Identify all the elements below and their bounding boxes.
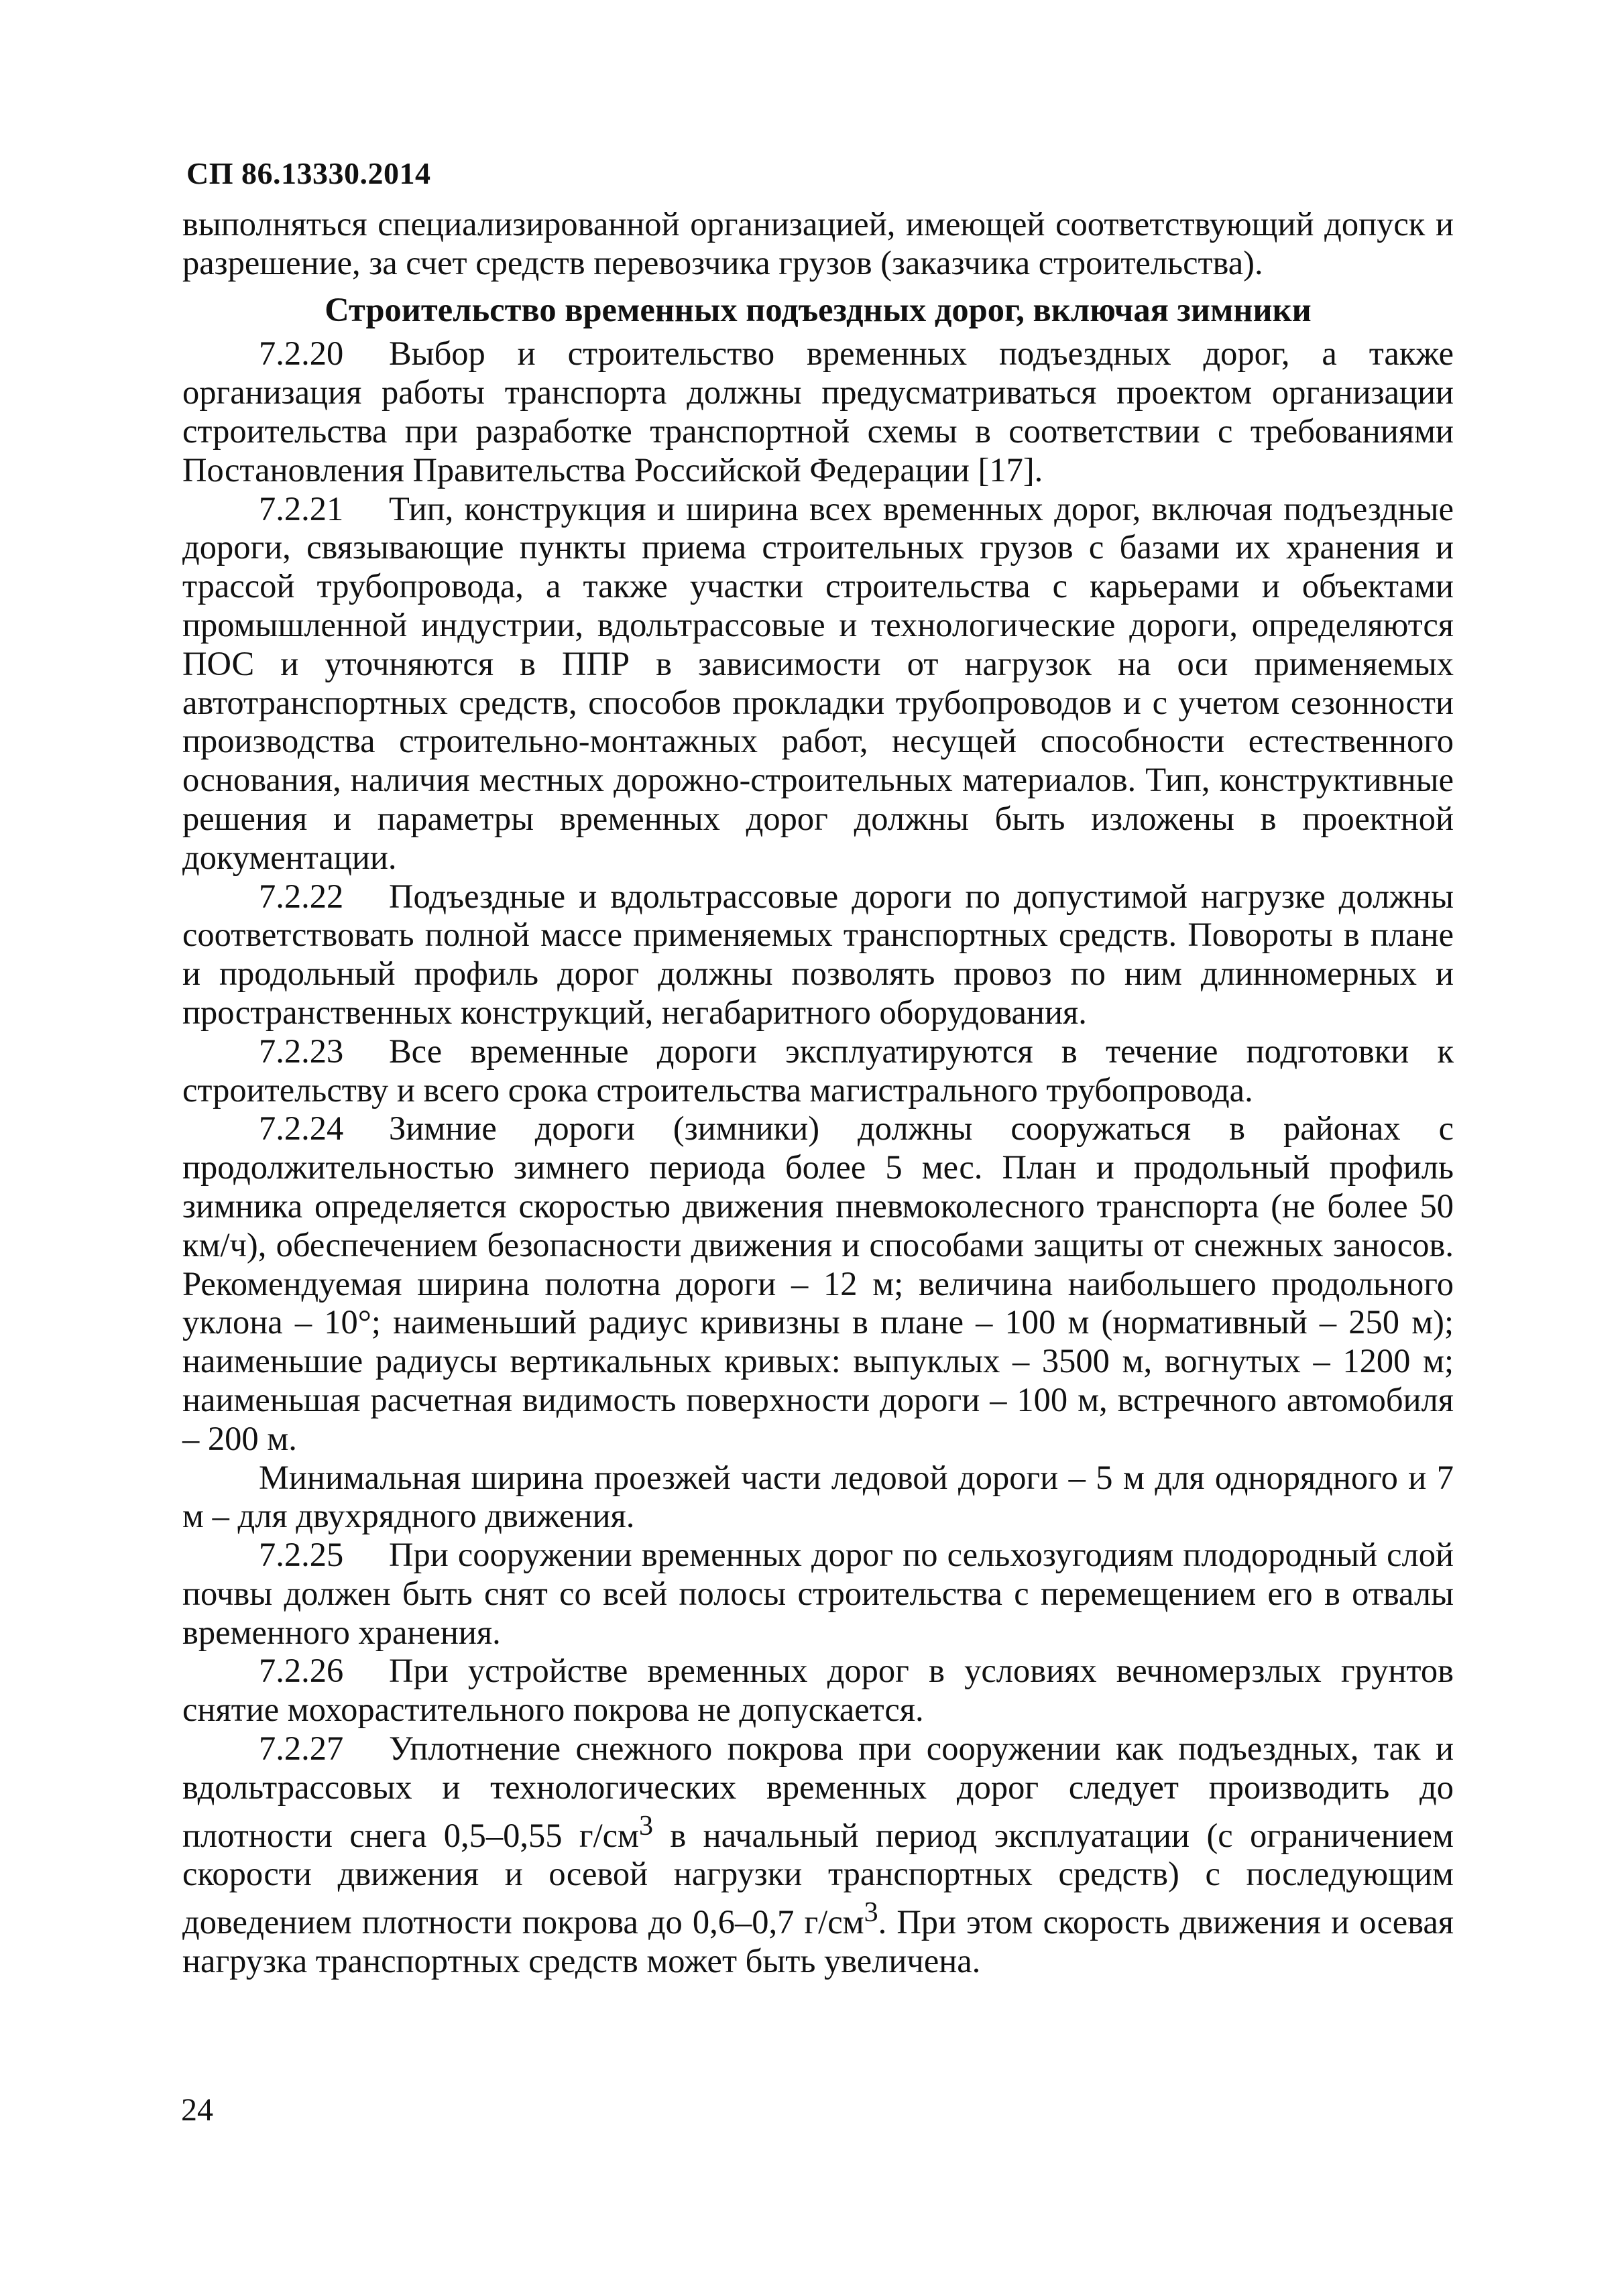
clause-number: 7.2.21	[259, 489, 344, 528]
clause-7-2-26	[182, 1652, 1454, 1730]
superscript: 3	[638, 1810, 654, 1841]
document-code: СП 86.13330.2014	[186, 156, 431, 190]
page-number: 24	[181, 2092, 213, 2128]
clause-text-part: . При этом скорость движения и осевая нагрузка транспортных средств может быть увеличена.	[182, 1902, 1454, 1980]
clause-7-2-21	[182, 490, 1454, 878]
clause-7-2-20	[182, 335, 1454, 489]
clause-number: 7.2.22	[259, 877, 344, 915]
clause-number: 7.2.23	[259, 1032, 344, 1070]
ice-road-paragraph: Минимальная ширина проезжей части ледовой дороги – 5 м для однорядного и 7 м – для двухрядного движения.	[182, 1458, 1454, 1535]
intro-paragraph: выполняться специализированной организацией, имеющей соответствующий допуск и разрешение, за счет средств перевозчика грузов (заказчика строительства).	[182, 205, 1454, 282]
clause-text: При устройстве временных дорог в условиях вечномерзлых грунтов снятие мохорастительного покрова не допускается.	[182, 1652, 1454, 1729]
clause-text: Выбор и строительство временных подъездных дорог, а также организация работы транспорта должны предусматриваться проектом организации строительства при разработке транспортной схемы в соответствии с требованиями Постановления Правительства Российской Федерации [17].	[182, 335, 1454, 489]
clause-text: Подъездные и вдольтрассовые дороги по допустимой нагрузке должны соответствовать полной массе применяемых транспортных средств. Повороты в плане и продольный профиль дорог должны позволять провоз по ним длинномерных и пространственных конструкций, негабаритного оборудования.	[182, 877, 1454, 1031]
clause-text-part: Уплотнение снежного покрова при сооружении как подъездных, так и вдольтрассовых и технологических временных дорог следует производить до плотности снега 0,5–0,55 г/см	[182, 1730, 1454, 1854]
clause-7-2-24	[182, 1109, 1454, 1458]
clause-number: 7.2.25	[259, 1536, 344, 1574]
clause-text: Тип, конструкция и ширина всех временных дорог, включая подъездные дороги, связывающие пункты приема строительных грузов с базами их хранения и трассой трубопровода, а также участки строительства с карьерами и объектами промышленной индустрии, вдольтрассовые и технологические дороги, определяются ПОС и уточняются в ППР в зависимости от нагрузок на оси применяемых автотранспортных средств, способов прокладки трубопроводов и с учетом сезонности производства строительно-монтажных работ, несущей способности естественного основания, наличия местных дорожно-строительных материалов. Тип, конструктивные решения и параметры временных дорог должны быть изложены в проектной документации.	[182, 489, 1454, 876]
clause-7-2-22	[182, 878, 1454, 1032]
clause-7-2-27	[182, 1730, 1454, 1980]
clause-7-2-23	[182, 1032, 1454, 1110]
clause-number: 7.2.24	[259, 1109, 344, 1148]
clause-text: Зимние дороги (зимники) должны сооружаться в районах с продолжительностью зимнего периода более 5 мес. План и продольный профиль зимника определяется скоростью движения пневмоколесного транспорта (не более 50 км/ч), обеспечением безопасности движения и способами защиты от снежных заносов. Рекомендуемая ширина полотна дороги – 12 м; величина наибольшего продольного уклона – 10°; наименьший радиус кривизны в плане – 100 м (нормативный – 250 м); наименьшие радиусы вертикальных кривых: выпуклых – 3500 м, вогнутых – 1200 м; наименьшая расчетная видимость поверхности дороги – 100 м, встречного автомобиля – 200 м.	[182, 1109, 1454, 1457]
superscript: 3	[864, 1897, 878, 1929]
clause-7-2-25	[182, 1536, 1454, 1652]
document-body	[182, 205, 1454, 1981]
clause-number: 7.2.26	[259, 1652, 344, 1690]
clause-text: При сооружении временных дорог по сельхозугодиям плодородный слой почвы должен быть снят со всей полосы строительства с перемещением его в отвалы временного хранения.	[182, 1536, 1454, 1651]
section-heading: Строительство временных подъездных дорог, включая зимники	[325, 290, 1312, 328]
clause-number: 7.2.20	[259, 335, 344, 373]
clause-number: 7.2.27	[259, 1730, 344, 1768]
clause-text: Все временные дороги эксплуатируются в течение подготовки к строительству и всего срока строительства магистрального трубопровода.	[182, 1032, 1454, 1109]
clause-text-part: в начальный период эксплуатации (с ограничением скорости движения и осевой нагрузки транспортных средств) с последующим доведением плотности покрова до 0,6–0,7 г/см	[182, 1816, 1454, 1941]
